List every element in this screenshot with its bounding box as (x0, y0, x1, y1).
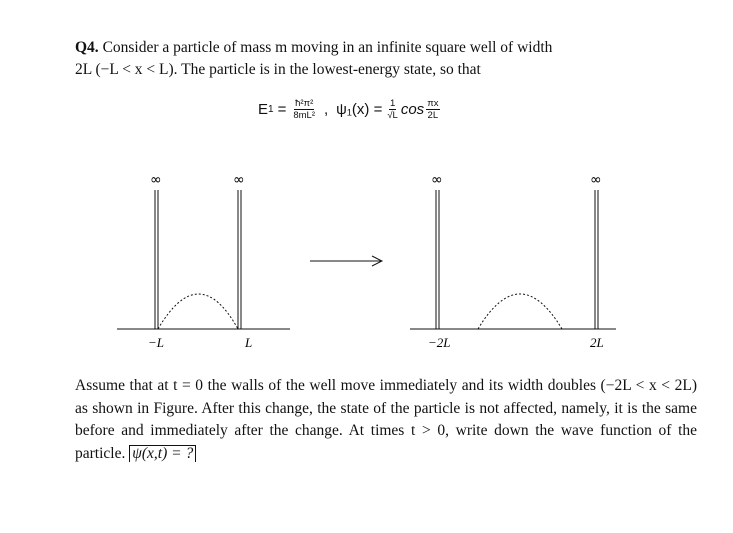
left-well-infinity-right: ∞ (233, 172, 245, 188)
left-well (117, 172, 290, 350)
psi-coef-denominator: √L (387, 109, 398, 121)
question-intro-line-1: Consider a particle of mass m moving in an infinite square well of width (102, 39, 553, 56)
psi-arg-numerator: πx (427, 97, 439, 109)
expansion-arrow (310, 256, 382, 266)
answer-box: ψ(x,t) = ? (129, 445, 196, 462)
right-well-label-2l: 2L (590, 335, 604, 350)
right-well-infinity-right: ∞ (590, 172, 602, 188)
left-well-wavefunction (158, 294, 238, 329)
left-well-infinity-left: ∞ (150, 172, 162, 188)
e1-denominator: 8mL² (293, 109, 315, 121)
e1-subscript: 1 (268, 103, 274, 115)
left-well-label-minus-l: −L (148, 335, 165, 350)
right-well-infinity-left: ∞ (431, 172, 443, 188)
psi-lhs: ψ₁(x) = (336, 100, 383, 118)
body-paragraph (75, 375, 697, 465)
left-well-label-l: L (245, 335, 253, 350)
question-number: Q4. (75, 39, 99, 56)
equation-separator: , (324, 100, 329, 118)
e1-equals: = (277, 100, 287, 118)
right-well-label-minus-2l: −2L (428, 335, 451, 350)
right-well (410, 172, 616, 350)
e1-numerator: ħ²π² (295, 97, 314, 109)
psi-arg-denominator: 2L (427, 109, 439, 121)
psi-cos: cos (400, 100, 425, 118)
body-text: Assume that at t = 0 the walls of the well move immediately and its width doubles (−2L < x < 2L) as shown in Figure. After this change, the state of the particle is not affected, namely, it is the same before and immediately after the change. At times t > 0, write down the wave function of the particle. (75, 377, 697, 462)
question-intro-line-2: 2L (−L < x < L). The particle is in the lowest-energy state, so that (75, 61, 481, 78)
psi-coef-numerator: 1 (389, 97, 396, 109)
e1-symbol: E (258, 100, 269, 118)
right-well-wavefunction (478, 294, 562, 329)
